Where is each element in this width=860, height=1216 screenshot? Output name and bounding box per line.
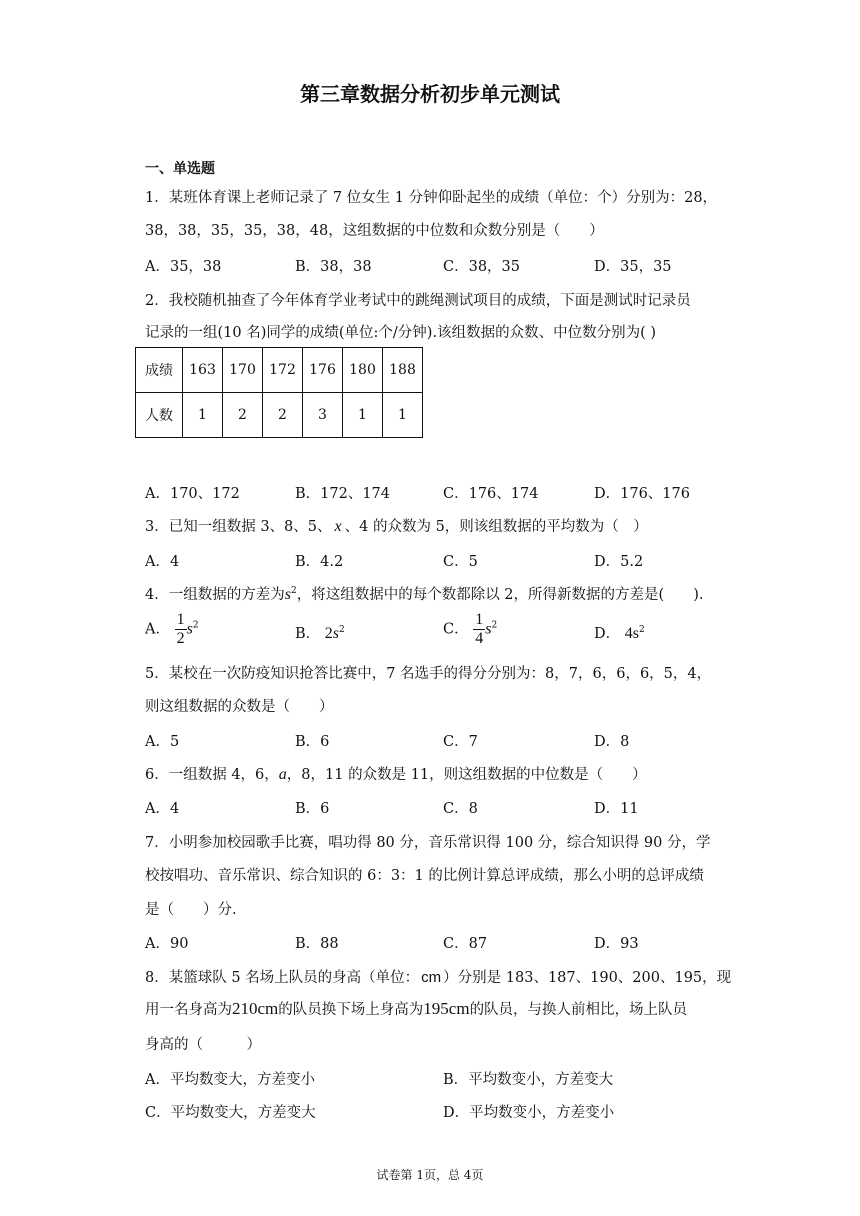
q8-value1: 210cm (232, 999, 279, 1018)
fraction-denominator: 4 (475, 630, 484, 647)
q2-option-d: D．176、176 (594, 486, 690, 502)
q4-stem-post: ，将这组数据中的每个数都除以 2，所得新数据的方差是( ). (296, 587, 704, 603)
table-cell: 188 (383, 348, 423, 393)
q6-stem-post: ，8，11 的众数是 11，则这组数据的中位数是（ ） (286, 767, 647, 783)
q8-line2 (145, 998, 687, 1019)
q4-option-d (594, 622, 645, 643)
q4-b-exponent: 2 (339, 625, 345, 636)
q8-line2-post: 的队员，与换人前相比，场上队员 (469, 1002, 688, 1018)
q8-option-c: C．平均数变大，方差变大 (145, 1105, 316, 1121)
fraction-numerator: 1 (176, 611, 185, 628)
q8-line2-pre: 用一名身高为 (145, 1002, 232, 1018)
q4-variable: s (284, 586, 291, 603)
q5-option-a: A．5 (145, 734, 180, 750)
q1-option-c: C．38，35 (443, 259, 520, 275)
table-header-count: 人数 (136, 393, 183, 438)
fraction-denominator: 2 (176, 630, 185, 647)
table-cell: 180 (343, 348, 383, 393)
q5-line1: 5．某校在一次防疫知识抢答比赛中，7 名选手的得分分别为：8，7，6，6，6，5，4， (145, 666, 712, 682)
q6-option-a: A．4 (145, 801, 180, 817)
q4-stem (145, 583, 703, 604)
q5-line2: 则这组数据的众数是（ ） (145, 699, 334, 715)
q8-line2-mid: 的队员换下场上身高为 (278, 1002, 424, 1018)
q6-variable: a (278, 766, 287, 783)
q5-option-c: C．7 (443, 734, 478, 750)
q4-b-coef: 2 (324, 625, 333, 642)
table-cell: 3 (303, 393, 343, 438)
q7-option-a: A．90 (145, 936, 189, 952)
q8-line3: 身高的（ ） (145, 1037, 261, 1053)
fraction (175, 612, 187, 647)
table-cell: 2 (263, 393, 303, 438)
q3-variable: x (334, 518, 342, 535)
q4-option-a-label: A． (145, 621, 170, 638)
q1-option-a: A．35，38 (145, 259, 222, 275)
q3-option-a: A．4 (145, 554, 180, 570)
q4-a-variable: s (186, 620, 193, 638)
q7-line3: 是（ ）分. (145, 902, 237, 918)
q4-option-b (295, 622, 345, 643)
q4-c-exponent: 2 (491, 620, 498, 631)
q8-option-a: A．平均数变大，方差变小 (145, 1072, 315, 1088)
q7-option-c: C．87 (443, 936, 488, 952)
q2-line1: 2．我校随机抽查了今年体育学业考试中的跳绳测试项目的成绩，下面是测试时记录员 (145, 293, 691, 309)
q5-option-d: D．8 (594, 734, 630, 750)
table-cell: 163 (183, 348, 223, 393)
q8-option-b: B．平均数变小，方差变大 (443, 1072, 614, 1088)
q2-line2: 记录的一组(10 名)同学的成绩(单位:个/分钟).该组数据的众数、中位数分别为( ) (145, 325, 656, 341)
page-title: 第三章数据分析初步单元测试 (300, 82, 560, 106)
q4-option-b-label: B． (295, 626, 321, 642)
q7-line1: 7．小明参加校园歌手比赛，唱功得 80 分，音乐常识得 100 分，综合知识得 90 分，学 (145, 835, 711, 851)
q4-option-d-label: D． (594, 626, 621, 642)
section-heading: 一、单选题 (145, 161, 215, 177)
q4-c-variable: s (485, 620, 492, 638)
q3-stem (145, 515, 648, 536)
score-table (135, 347, 423, 438)
q4-option-c-label: C． (443, 621, 469, 638)
q3-option-b: B．4.2 (295, 554, 344, 570)
page-footer: 试卷第 1页，总 4页 (376, 1168, 484, 1182)
fraction (473, 612, 485, 647)
q8-value2: 195cm (423, 999, 470, 1018)
q1-line2: 38，38，35，35，38，48，这组数据的中位数和众数分别是（ ） (145, 223, 604, 239)
table-cell: 1 (183, 393, 223, 438)
q8-line1-post: ）分别是 183、187、190、200、195，现 (443, 970, 732, 986)
q1-line1: 1．某班体育课上老师记录了 7 位女生 1 分钟仰卧起坐的成绩（单位：个）分别为：28， (145, 190, 718, 206)
table-cell: 172 (263, 348, 303, 393)
table-cell: 1 (343, 393, 383, 438)
q6-option-d: D．11 (594, 801, 639, 817)
q7-option-b: B．88 (295, 936, 339, 952)
q8-option-d: D．平均数变小，方差变小 (443, 1105, 615, 1121)
q3-option-c: C．5 (443, 554, 478, 570)
q6-stem (145, 763, 647, 784)
q2-option-b: B．172、174 (295, 486, 391, 502)
fraction-numerator: 1 (475, 611, 484, 628)
q2-option-a: A．170、172 (145, 486, 240, 502)
q4-exponent: 2 (290, 586, 297, 597)
q4-a-exponent: 2 (192, 620, 199, 631)
q3-stem-post: 、4 的众数为 5，则该组数据的平均数为（ ） (344, 519, 648, 535)
table-cell: 1 (383, 393, 423, 438)
q6-stem-pre: 6．一组数据 4，6， (145, 767, 279, 783)
q8-line1 (145, 966, 731, 987)
q5-option-b: B．6 (295, 734, 330, 750)
q3-stem-pre: 3．已知一组数据 3、8、5、 (145, 519, 332, 535)
table-cell: 176 (303, 348, 343, 393)
q4-stem-pre: 4．一组数据的方差为 (145, 587, 285, 603)
q1-option-b: B．38，38 (295, 259, 372, 275)
q8-line1-pre: 8．某篮球队 5 名场上队员的身高（单位： (145, 970, 420, 986)
table-row (136, 348, 423, 393)
q4-b-variable: s (332, 625, 339, 642)
table-row (136, 393, 423, 438)
q6-option-c: C．8 (443, 801, 478, 817)
table-header-score: 成绩 (136, 348, 183, 393)
q2-option-c: C．176、174 (443, 486, 539, 502)
q6-option-b: B．6 (295, 801, 330, 817)
q8-unit: cm (421, 969, 442, 986)
q7-line2: 校按唱功、音乐常识、综合知识的 6：3：1 的比例计算总评成绩，那么小明的总评成绩 (145, 868, 704, 884)
q7-option-d: D．93 (594, 936, 639, 952)
q4-d-exponent: 2 (638, 625, 645, 636)
q4-option-a (145, 612, 199, 647)
q4-option-c (443, 612, 497, 647)
table-cell: 2 (223, 393, 263, 438)
q3-option-d: D．5.2 (594, 554, 644, 570)
q1-option-d: D．35，35 (594, 259, 672, 275)
table-cell: 170 (223, 348, 263, 393)
q4-d-text: 4s (624, 625, 639, 642)
